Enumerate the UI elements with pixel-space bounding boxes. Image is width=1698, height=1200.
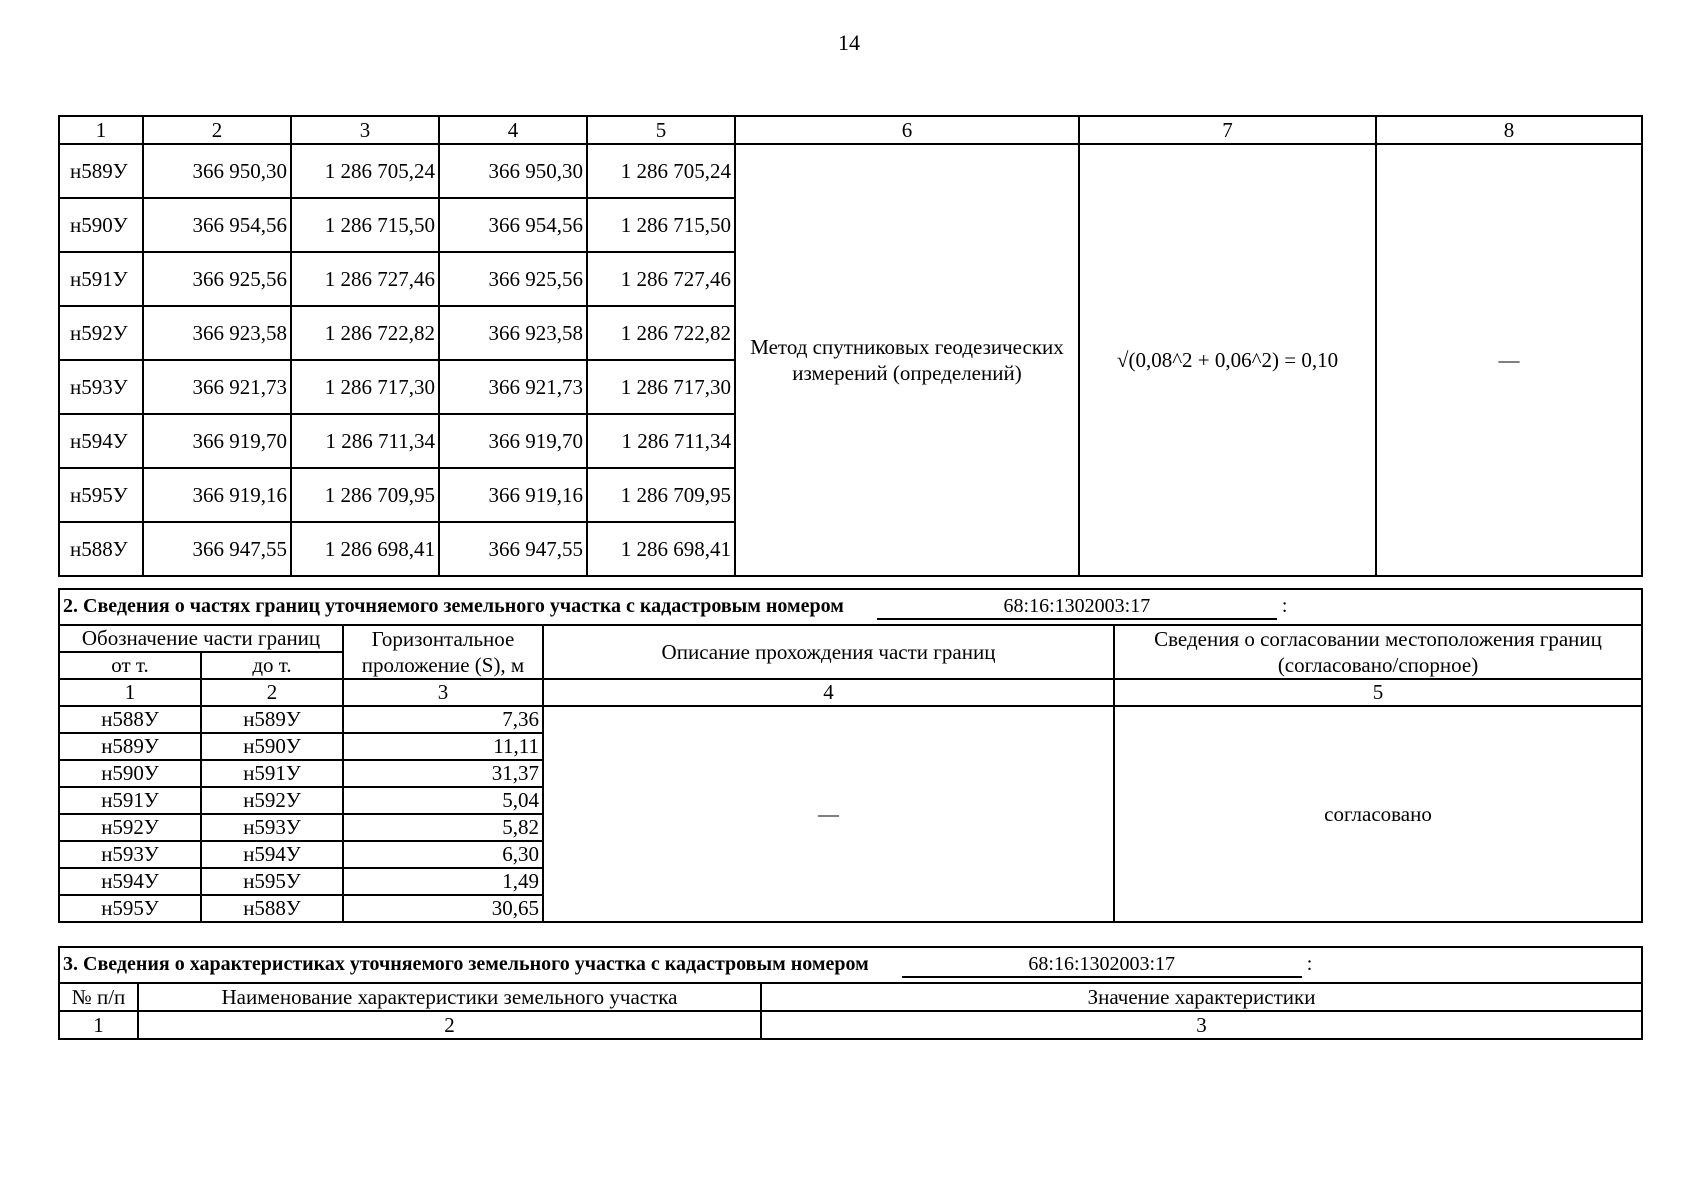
method-cell: Метод спутниковых геодезических измерений (определений) [735,144,1079,576]
to-point: н592У [201,787,343,814]
column-number-row [59,1011,1642,1039]
header-value: Значение характеристики [761,983,1642,1011]
to-point: н589У [201,706,343,733]
section-title-row [59,947,1642,983]
length-value: 7,36 [343,706,543,733]
from-point: н594У [59,868,201,895]
from-point: н595У [59,895,201,922]
length-value: 31,37 [343,760,543,787]
x-coordinate-new: 366 923,58 [439,306,587,360]
from-point: н590У [59,760,201,787]
y-coordinate-new: 1 286 705,24 [587,144,735,198]
length-value: 5,82 [343,814,543,841]
x-coordinate: 366 919,70 [143,414,291,468]
column-number: 2 [138,1011,761,1039]
section3-title: 3. Сведения о характеристиках уточняемого земельного участка с кадастровым номером [63,952,869,975]
y-coordinate-new: 1 286 715,50 [587,198,735,252]
y-coordinate-new: 1 286 717,30 [587,360,735,414]
column-number: 8 [1376,116,1642,144]
point-name: н589У [59,144,143,198]
x-coordinate-new: 366 950,30 [439,144,587,198]
column8-cell: — [1376,144,1642,576]
column-number: 4 [439,116,587,144]
section2-cadastral-number: 68:16:1302003:17 [877,595,1277,620]
column-number: 3 [291,116,439,144]
y-coordinate: 1 286 717,30 [291,360,439,414]
column-number: 4 [543,679,1114,706]
point-name: н590У [59,198,143,252]
x-coordinate-new: 366 947,55 [439,522,587,576]
agreement-cell: согласовано [1114,706,1642,922]
column-number: 5 [587,116,735,144]
column-number: 1 [59,1011,138,1039]
header-length: Горизонтальное проложение (S), м [343,625,543,679]
x-coordinate: 366 921,73 [143,360,291,414]
header-num: № п/п [59,983,138,1011]
coordinates-table [58,115,1643,577]
header-row [59,625,1642,652]
from-point: н592У [59,814,201,841]
y-coordinate-new: 1 286 722,82 [587,306,735,360]
point-name: н595У [59,468,143,522]
point-name: н593У [59,360,143,414]
characteristics-table [58,946,1643,1040]
from-point: н593У [59,841,201,868]
header-designation: Обозначение части границ [59,625,343,652]
section3-colon: : [1306,952,1313,975]
column-number: 1 [59,679,201,706]
column-number: 3 [761,1011,1642,1039]
length-value: 30,65 [343,895,543,922]
boundary-parts-table [58,588,1643,923]
to-point: н591У [201,760,343,787]
section2-title: 2. Сведения о частях границ уточняемого земельного участка с кадастровым номером [63,594,844,617]
column-number: 2 [201,679,343,706]
column-number: 5 [1114,679,1642,706]
to-point: н588У [201,895,343,922]
x-coordinate: 366 950,30 [143,144,291,198]
y-coordinate: 1 286 698,41 [291,522,439,576]
page-number: 14 [838,30,860,55]
header-to: до т. [201,652,343,679]
x-coordinate-new: 366 919,70 [439,414,587,468]
column-number: 6 [735,116,1079,144]
x-coordinate-new: 366 919,16 [439,468,587,522]
header-description: Описание прохождения части границ [543,625,1114,679]
column-number: 1 [59,116,143,144]
section3-title-cell [59,947,1642,983]
x-coordinate-new: 366 954,56 [439,198,587,252]
table-header-row [59,116,1642,144]
section3-cadastral-number: 68:16:1302003:17 [902,953,1302,978]
table-row [59,706,1642,733]
length-value: 1,49 [343,868,543,895]
section-title-row [59,589,1642,625]
section2-title-cell [59,589,1642,625]
point-name: н594У [59,414,143,468]
header-row [59,983,1642,1011]
point-name: н588У [59,522,143,576]
x-coordinate: 366 925,56 [143,252,291,306]
table-row [59,144,1642,198]
header-from: от т. [59,652,201,679]
y-coordinate: 1 286 722,82 [291,306,439,360]
y-coordinate: 1 286 715,50 [291,198,439,252]
x-coordinate: 366 919,16 [143,468,291,522]
point-name: н591У [59,252,143,306]
column-number: 2 [143,116,291,144]
x-coordinate-new: 366 925,56 [439,252,587,306]
to-point: н595У [201,868,343,895]
length-value: 11,11 [343,733,543,760]
column-number: 7 [1079,116,1376,144]
y-coordinate: 1 286 727,46 [291,252,439,306]
length-value: 6,30 [343,841,543,868]
from-point: н591У [59,787,201,814]
x-coordinate: 366 923,58 [143,306,291,360]
from-point: н589У [59,733,201,760]
y-coordinate: 1 286 705,24 [291,144,439,198]
from-point: н588У [59,706,201,733]
to-point: н594У [201,841,343,868]
length-value: 5,04 [343,787,543,814]
point-name: н592У [59,306,143,360]
header-agreement: Сведения о согласовании местоположения границ (согласовано/спорное) [1114,625,1642,679]
column-number: 3 [343,679,543,706]
x-coordinate: 366 947,55 [143,522,291,576]
y-coordinate-new: 1 286 698,41 [587,522,735,576]
section2-colon: : [1281,594,1288,617]
x-coordinate-new: 366 921,73 [439,360,587,414]
to-point: н590У [201,733,343,760]
description-cell: — [543,706,1114,922]
header-name: Наименование характеристики земельного участка [138,983,761,1011]
accuracy-cell: √(0,08^2 + 0,06^2) = 0,10 [1079,144,1376,576]
y-coordinate: 1 286 711,34 [291,414,439,468]
y-coordinate-new: 1 286 727,46 [587,252,735,306]
y-coordinate-new: 1 286 709,95 [587,468,735,522]
to-point: н593У [201,814,343,841]
x-coordinate: 366 954,56 [143,198,291,252]
y-coordinate: 1 286 709,95 [291,468,439,522]
y-coordinate-new: 1 286 711,34 [587,414,735,468]
column-number-row [59,679,1642,706]
